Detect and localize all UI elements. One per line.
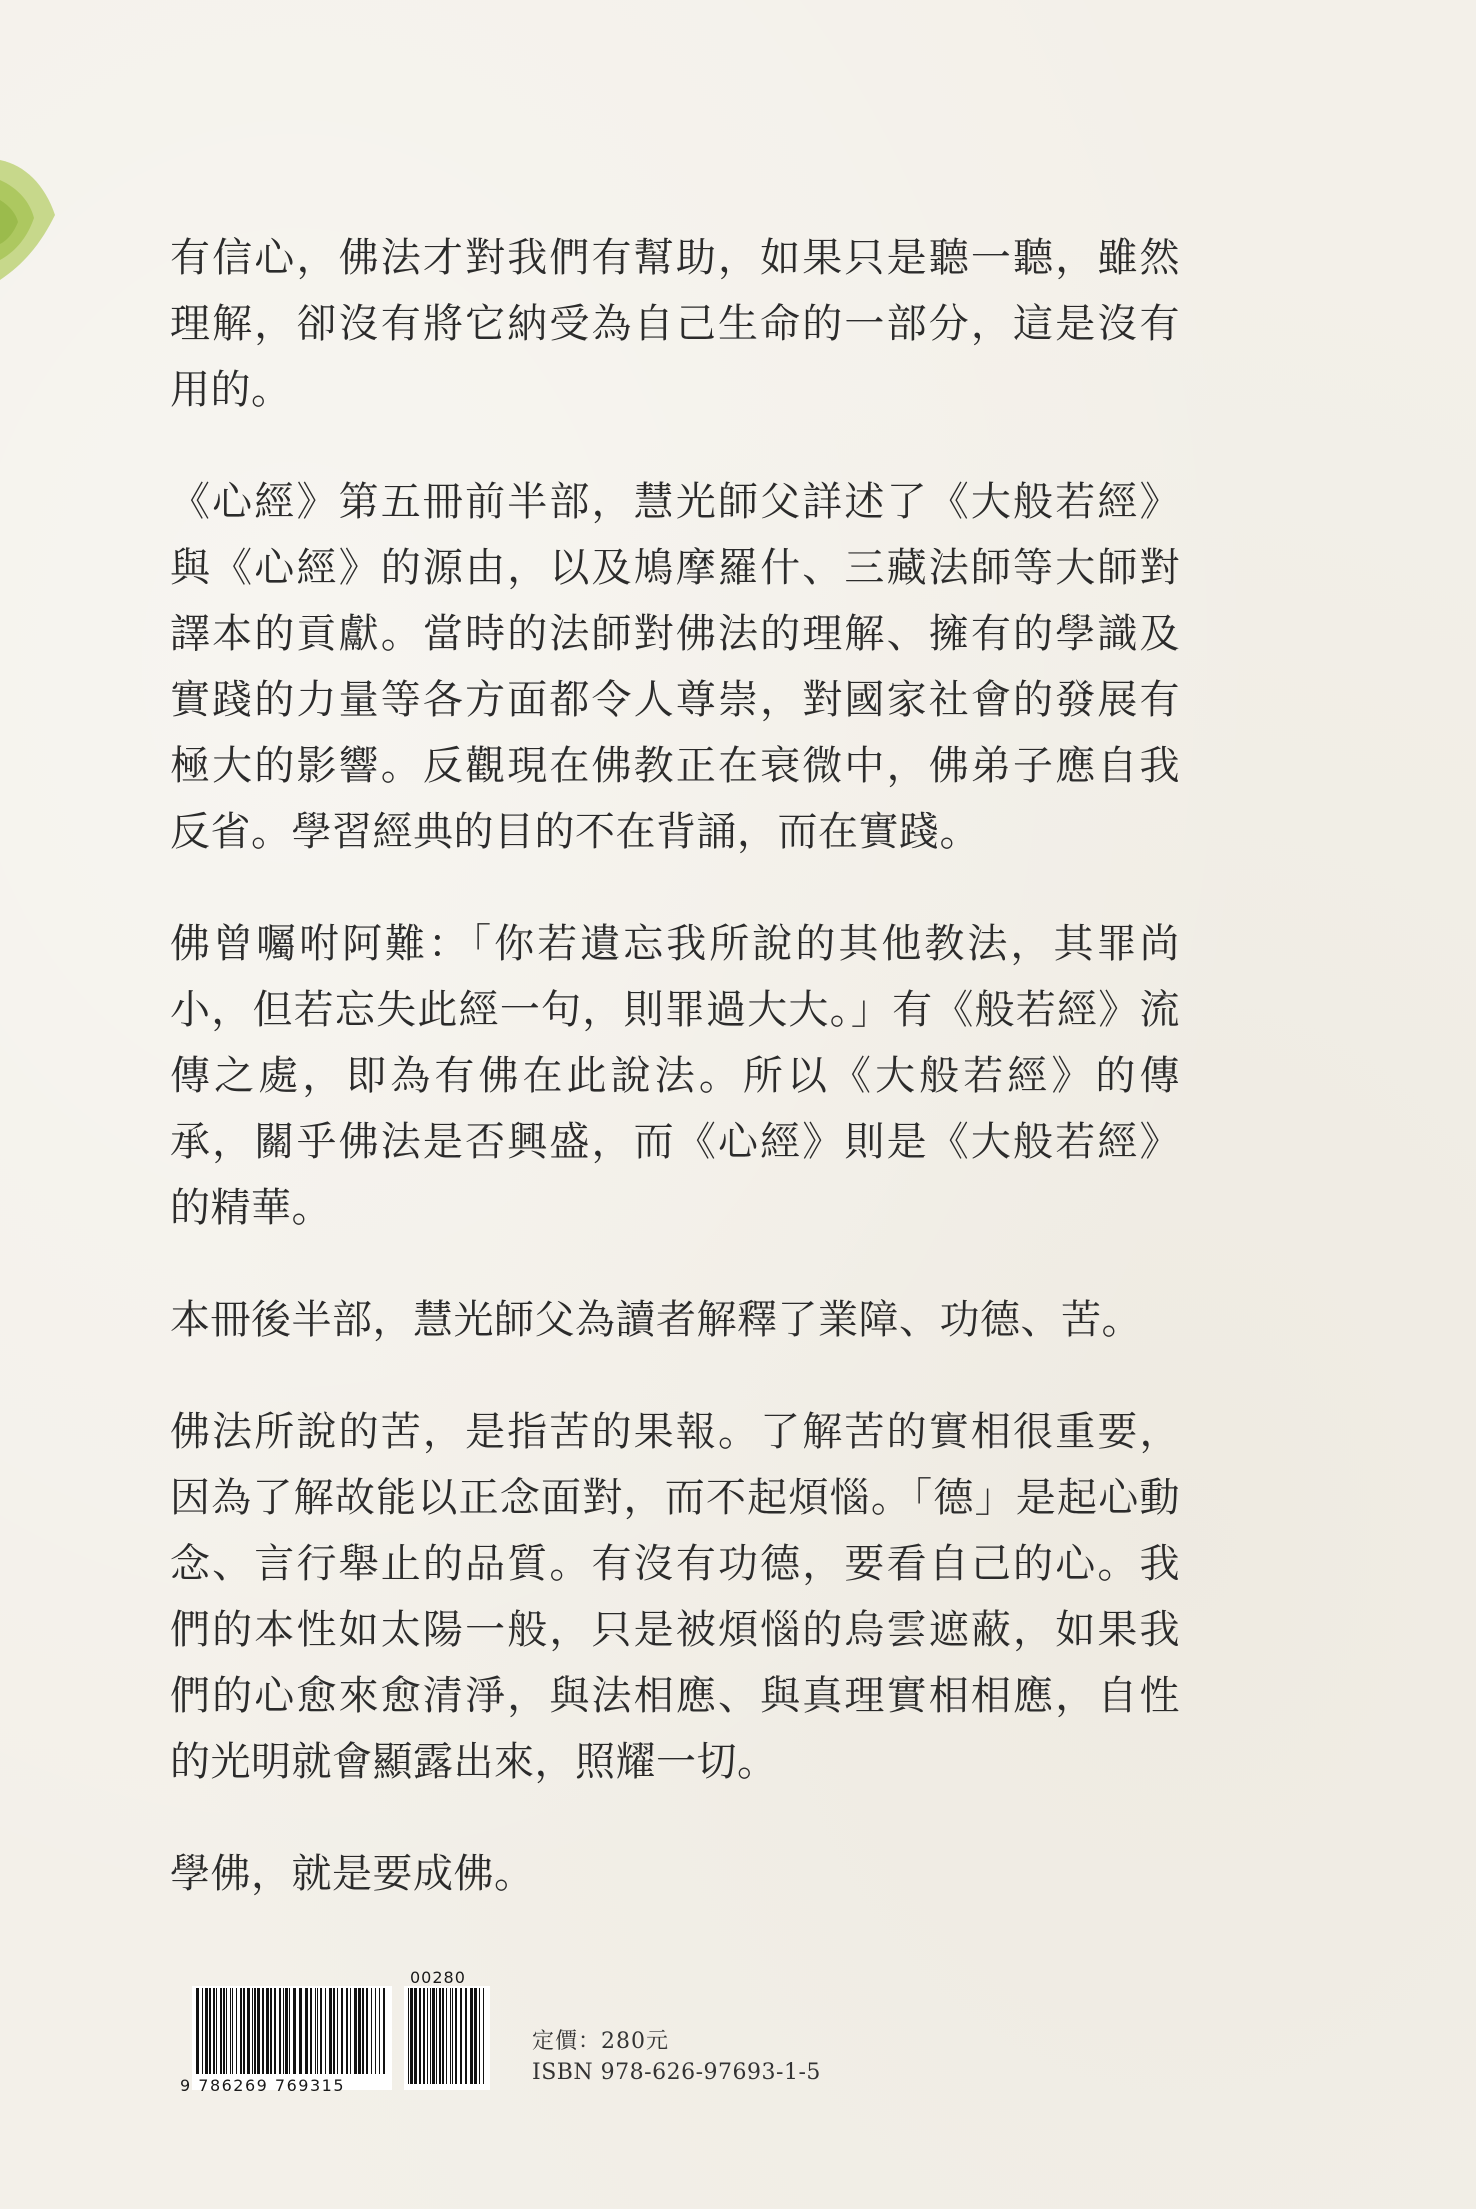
- barcode-bar: [329, 1988, 332, 2074]
- barcode-bar: [452, 1988, 453, 2084]
- barcode-digits: 9 786269 769315: [180, 2076, 346, 2095]
- barcode-bar: [350, 1988, 351, 2074]
- barcode-bar: [299, 1988, 302, 2074]
- barcode-bar: [408, 1988, 409, 2084]
- body-text: [170, 225, 1180, 1953]
- barcode-bar: [196, 1988, 199, 2074]
- barcode-bar: [252, 1988, 253, 2074]
- barcode-bar: [205, 1988, 208, 2074]
- barcode-bar: [379, 1988, 380, 2074]
- barcode-bar: [337, 1988, 338, 2074]
- barcode-bar: [266, 1988, 269, 2074]
- barcode-bar: [470, 1988, 473, 2084]
- barcode-bar: [442, 1988, 444, 2084]
- barcode-bar: [247, 1988, 250, 2074]
- barcode-bar: [209, 1988, 211, 2074]
- barcode-bar: [427, 1988, 428, 2084]
- barcode-bar: [474, 1988, 477, 2084]
- barcode-bar: [414, 1988, 417, 2084]
- barcode-bar: [341, 1988, 343, 2074]
- paragraph-1: 有信心，佛法才對我們有幫助，如果只是聽一聽，雖然理解，卻沒有將它納受為自己生命的一部分，這是沒有用的。: [170, 235, 1180, 413]
- barcode-bar: [223, 1988, 225, 2074]
- barcode-bar: [283, 1988, 284, 2074]
- leaf-decoration: [0, 140, 70, 290]
- barcode-bar: [371, 1988, 372, 2074]
- barcode-bar: [213, 1988, 215, 2074]
- barcode-bar: [310, 1988, 312, 2074]
- barcode-bar: [362, 1988, 364, 2074]
- barcode-bar: [320, 1988, 322, 2074]
- addon-code: 00280: [410, 1968, 466, 1987]
- barcode-bar: [315, 1988, 316, 2074]
- barcode-bar: [270, 1988, 272, 2074]
- barcode-bar: [317, 1988, 318, 2074]
- barcode-bar: [430, 1988, 431, 2084]
- barcode-bar: [410, 1988, 413, 2084]
- barcode-bar: [346, 1988, 348, 2074]
- barcode-bar: [375, 1988, 376, 2074]
- barcode-bar: [419, 1988, 421, 2084]
- barcode-bar: [202, 1988, 203, 2074]
- barcode-bar: [354, 1988, 357, 2074]
- barcode-bar: [358, 1988, 361, 2074]
- barcode-bar: [220, 1988, 222, 2074]
- isbn-barcode: [192, 1986, 392, 2090]
- barcode-bar: [243, 1988, 245, 2074]
- barcode-bar: [274, 1988, 276, 2074]
- barcode-bar: [236, 1988, 237, 2074]
- barcode-bar: [383, 1988, 385, 2074]
- barcode-bar: [439, 1988, 441, 2084]
- barcode-bar: [262, 1988, 264, 2074]
- barcode-bar: [254, 1988, 256, 2074]
- barcode-bar: [423, 1988, 425, 2084]
- barcode-bar: [446, 1988, 447, 2084]
- isbn-label: ISBN 978-626-97693-1-5: [532, 2060, 821, 2085]
- barcode-bar: [436, 1988, 437, 2084]
- paragraph-2: 《心經》第五冊前半部，慧光師父詳述了《大般若經》與《心經》的源由，以及鳩摩羅什、三藏法師等大師對譯本的貢獻。當時的法師對佛法的理解、擁有的學識及實踐的力量等各方面都令人尊崇，對國家社會的發展有極大的影響。反觀現在佛教正在衰微中，佛弟子應自我反省。學習經典的目的不在背誦，而在實踐。: [170, 479, 1180, 855]
- barcode-bar: [483, 1988, 484, 2084]
- barcode-bar: [479, 1988, 480, 2084]
- barcode-bar: [333, 1988, 335, 2074]
- barcode-bar: [460, 1988, 462, 2084]
- barcode-bar: [289, 1988, 290, 2074]
- barcode-bar: [432, 1988, 435, 2084]
- barcode-bar: [455, 1988, 457, 2084]
- paragraph-3: 佛曾囑咐阿難：「你若遺忘我所說的其他教法，其罪尚小，但若忘失此經一句，則罪過大大。」有《般若經》流傳之處，即為有佛在此說法。所以《大般若經》的傳承，關乎佛法是否興盛，而《心經》則是《大般若經》的精華。: [170, 921, 1180, 1231]
- barcode-bar: [216, 1988, 217, 2074]
- price-label: 定價：280元: [532, 2029, 669, 2054]
- barcode-bar: [240, 1988, 242, 2074]
- paragraph-4: 本冊後半部，慧光師父為讀者解釋了業障、功德、苦。: [170, 1297, 1142, 1343]
- price-addon-barcode: [404, 1986, 490, 2090]
- barcode-bar: [293, 1988, 296, 2074]
- paragraph-5: 佛法所說的苦，是指苦的果報。了解苦的實相很重要，因為了解故能以正念面對，而不起煩惱。「德」是起心動念、言行舉止的品質。有沒有功德，要看自己的心。我們的本性如太陽一般，只是被煩惱的烏雲遮蔽，如果我們的心愈來愈清淨，與法相應、與真理實相相應，自性的光明就會顯露出來，照耀一切。: [170, 1409, 1180, 1785]
- barcode-bar: [230, 1988, 231, 2074]
- barcode-bar: [325, 1988, 326, 2074]
- barcode-bar: [465, 1988, 467, 2084]
- paragraph-6: 學佛，就是要成佛。: [170, 1851, 535, 1897]
- barcode-bar: [305, 1988, 308, 2074]
- barcode-area: [180, 1968, 832, 2106]
- barcode-bar: [257, 1988, 260, 2074]
- barcode-bar: [279, 1988, 281, 2074]
- barcode-bar: [450, 1988, 451, 2084]
- barcode-bar: [226, 1988, 227, 2074]
- barcode-bar: [232, 1988, 233, 2074]
- barcode-bar: [285, 1988, 288, 2074]
- barcode-bar: [366, 1988, 368, 2074]
